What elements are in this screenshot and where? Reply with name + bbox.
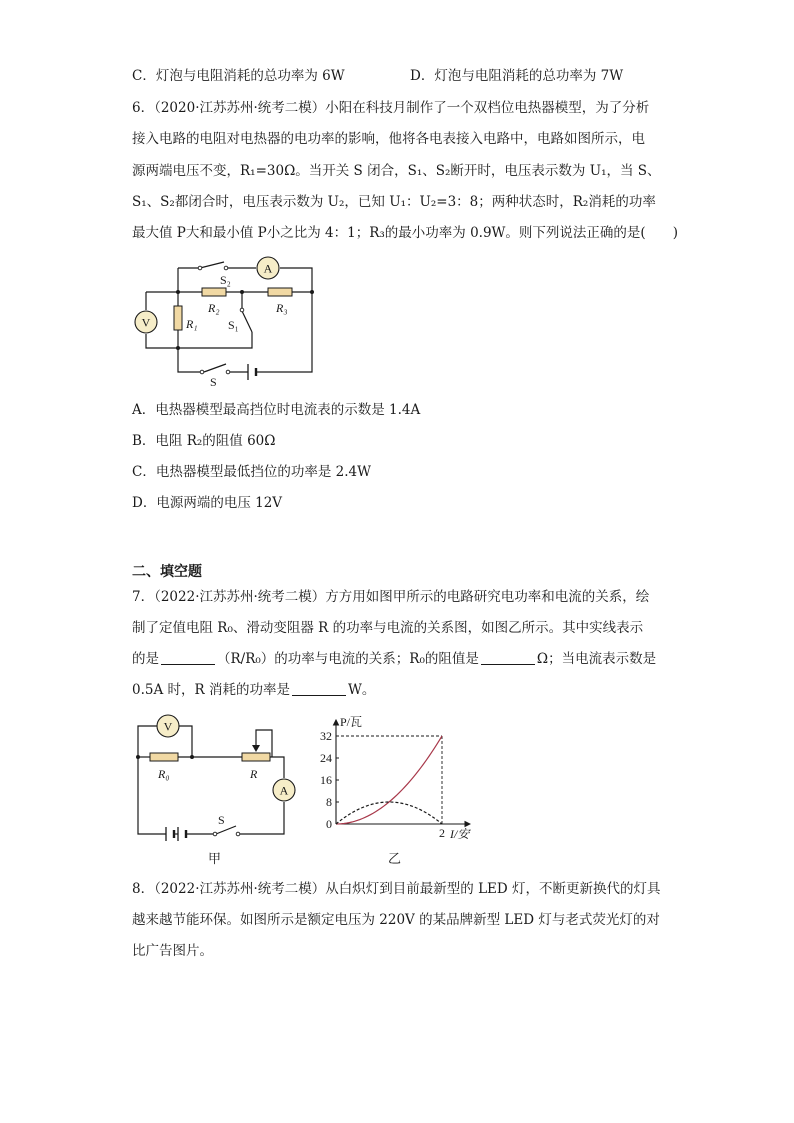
q6-text-line: 6．（2020·江苏苏州·统考二模）小阳在科技月制作了一个双档位电热器模型，为了分析	[132, 100, 650, 116]
q7-text-line: 7．（2022·江苏苏州·统考二模）方方用如图甲所示的电路研究电功率和电流的关系，绘	[132, 589, 650, 605]
chart-series-solid	[336, 736, 442, 824]
chart-y-label: P/瓦	[340, 715, 363, 729]
q6-text-line: S₁、S₂都闭合时，电压表示数为 U₂，已知 U₁：U₂=3：8；两种状态时，R₂消耗的功率	[132, 194, 656, 210]
answer-blank[interactable]	[481, 650, 535, 665]
q7-power-current-chart	[316, 714, 486, 844]
q7-rheostat	[242, 753, 270, 761]
q7-voltmeter-label: V	[163, 719, 173, 734]
q6-voltmeter-label: V	[141, 315, 151, 330]
q7-r0-resistor	[150, 753, 178, 761]
answer-blank[interactable]	[292, 681, 346, 696]
q7-text-line	[132, 681, 375, 699]
q7-caption-yi: 乙	[388, 852, 402, 867]
q7-circuit-diagram	[130, 712, 300, 842]
q7-text-part: 的是	[132, 651, 159, 667]
q6-r3-label: R₃	[276, 301, 288, 315]
q8-text-line: 越来越节能环保。如图所示是额定电压为 220V 的某品牌新型 LED 灯与老式荧光灯的对	[132, 912, 660, 928]
q6-s2-label: S₂	[220, 273, 231, 287]
chart-y-tick-label: 8	[326, 795, 332, 809]
chart-y-tick-label: 16	[320, 773, 332, 787]
q6-text-line: 源两端电压不变，R₁=30Ω。当开关 S 闭合，S₁、S₂断开时，电压表示数为 U₁，当 S、	[132, 163, 661, 179]
q6-option-d: D．电源两端的电压 12V	[132, 495, 283, 511]
q6-s1-label: S₁	[228, 318, 239, 332]
q7-ammeter-label: A	[279, 783, 289, 798]
q6-r2-resistor	[202, 288, 226, 296]
chart-y-tick-label: 32	[320, 729, 332, 743]
chart-y-tick-label: 24	[320, 751, 332, 765]
q7-caption-jia: 甲	[208, 852, 222, 867]
q7-text-line: 制了定值电阻 R₀、滑动变阻器 R 的功率与电流的关系图，如图乙所示。其中实线表示	[132, 620, 644, 636]
q6-option-b: B．电阻 R₂的阻值 60Ω	[132, 433, 276, 449]
chart-series-dashed	[336, 802, 442, 824]
section-title-fill-blank: 二、填空题	[132, 564, 202, 580]
q7-text-line	[132, 650, 656, 668]
q6-text-line: 接入电路的电阻对电热器的电功率的影响，他将各电表接入电路中，电路如图所示，电	[132, 131, 645, 147]
q7-text-part: （R/R₀）的功率与电流的关系；R₀的阻值是	[217, 651, 479, 667]
q7-text-part: W。	[347, 682, 376, 698]
q6-s-label: S	[210, 375, 217, 389]
q6-r3-resistor	[268, 288, 292, 296]
q8-text-line: 比广告图片。	[132, 943, 213, 959]
q7-text-part: Ω；当电流表示数是	[536, 651, 657, 667]
q6-ammeter-label: A	[263, 261, 273, 276]
chart-x-tick-label: 2	[439, 826, 445, 840]
answer-blank[interactable]	[161, 650, 215, 665]
chart-y-tick-label: 0	[326, 817, 332, 831]
q7-s-label: S	[218, 813, 225, 827]
q6-r1-label: R₁	[186, 317, 198, 331]
q6-text-line: 最大值 P大和最小值 P小之比为 4：1；R₃的最小功率为 0.9W。则下列说法正确的是( )	[132, 225, 678, 241]
q5-option-d: D．灯泡与电阻消耗的总功率为 7W	[410, 68, 624, 84]
chart-x-label: I/安	[450, 827, 470, 841]
q6-r1-resistor	[174, 306, 182, 330]
q8-text-line: 8．（2022·江苏苏州·统考二模）从白炽灯到目前最新型的 LED 灯，不断更新换代的灯具	[132, 881, 661, 897]
q7-r0-label: R₀	[158, 767, 170, 781]
q6-r2-label: R₂	[208, 301, 220, 315]
q7-r-label: R	[250, 767, 258, 781]
q6-circuit-diagram	[130, 250, 330, 390]
q5-option-c: C．灯泡与电阻消耗的总功率为 6W	[132, 68, 345, 84]
q7-text-part: 0.5A 时，R 消耗的功率是	[132, 682, 290, 698]
q6-option-a: A．电热器模型最高挡位时电流表的示数是 1.4A	[132, 402, 421, 418]
q6-option-c: C．电热器模型最低挡位的功率是 2.4W	[132, 464, 371, 480]
